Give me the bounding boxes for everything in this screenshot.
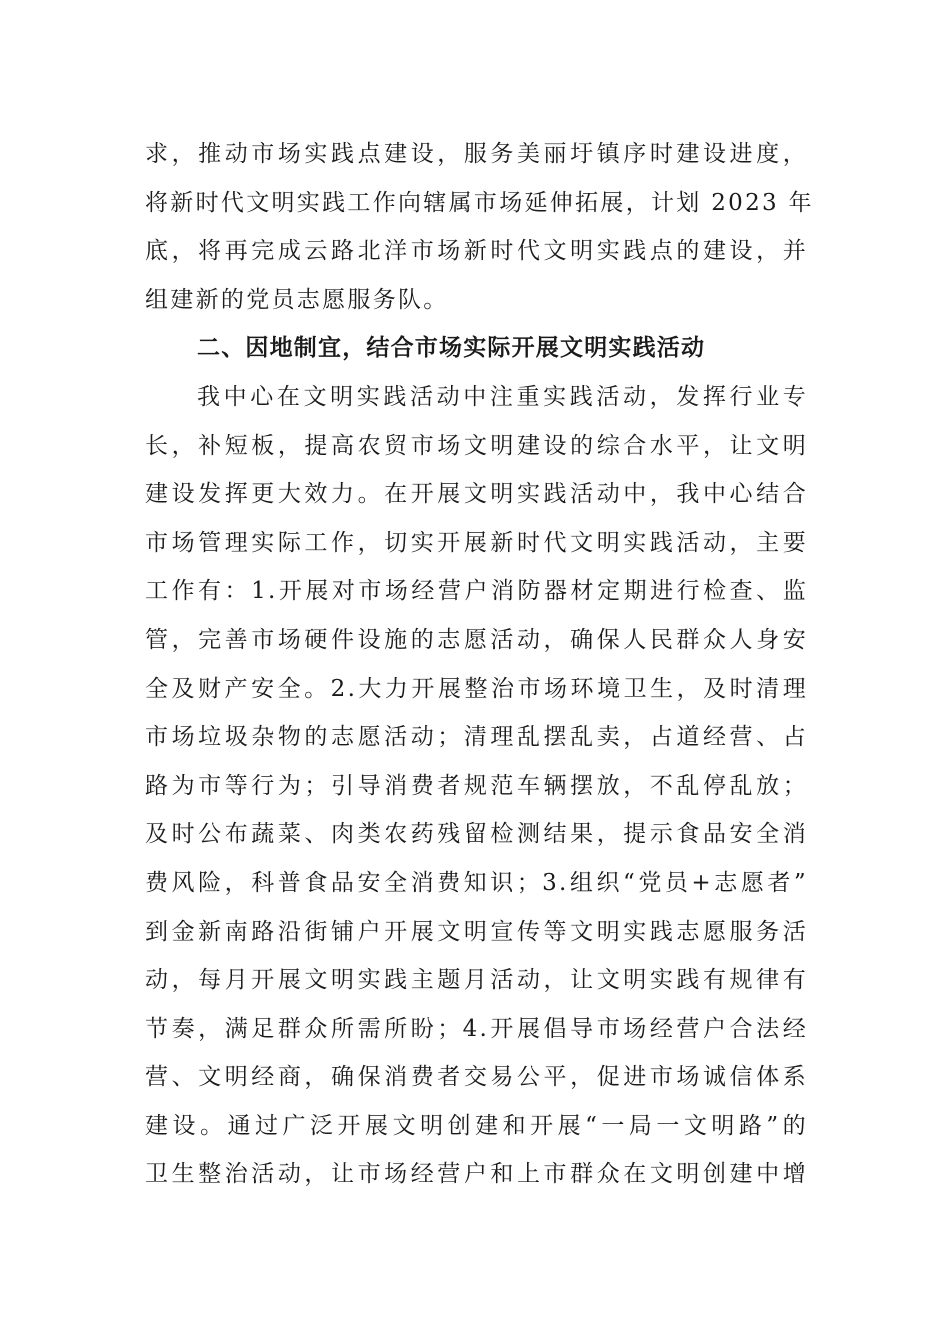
paragraph-line: 动，每月开展文明实践主题月活动，让文明实践有规律有 xyxy=(145,967,808,994)
paragraph-line: 及时公布蔬菜、肉类农药残留检测结果，提示食品安全消 xyxy=(145,821,808,848)
paragraph-line: 将新时代文明实践工作向辖属市场延伸拓展，计划 2023 年 xyxy=(145,189,814,216)
document-body xyxy=(145,130,814,1199)
paragraph-line: 管，完善市场硬件设施的志愿活动，确保人民群众人身安 xyxy=(145,626,808,653)
paragraph-line: 市场管理实际工作，切实开展新时代文明实践活动，主要 xyxy=(145,529,808,556)
paragraph-line: 底，将再完成云路北洋市场新时代文明实践点的建设，并 xyxy=(145,238,808,265)
paragraph-line: 路为市等行为；引导消费者规范车辆摆放，不乱停乱放； xyxy=(145,772,808,799)
paragraph-line: 全及财产安全。2.大力开展整治市场环境卫生，及时清理 xyxy=(145,675,808,702)
paragraph-line: 求，推动市场实践点建设，服务美丽圩镇序时建设进度， xyxy=(145,141,808,167)
paragraph-line: 长，补短板，提高农贸市场文明建设的综合水平，让文明 xyxy=(145,432,808,459)
paragraph-line: 工作有：1.开展对市场经营户消防器材定期进行检查、监 xyxy=(145,578,808,605)
paragraph-line: 市场垃圾杂物的志愿活动；清理乱摆乱卖，占道经营、占 xyxy=(145,724,808,751)
paragraph-line: 到金新南路沿街铺户开展文明宣传等文明实践志愿服务活 xyxy=(145,918,808,945)
paragraph-line: 建设发挥更大效力。在开展文明实践活动中，我中心结合 xyxy=(145,481,808,508)
paragraph-line: 我中心在文明实践活动中注重实践活动，发挥行业专 xyxy=(197,383,808,410)
paragraph-line: 节奏，满足群众所需所盼；4.开展倡导市场经营户合法经 xyxy=(145,1015,808,1042)
paragraph-line: 建设。通过广泛开展文明创建和开展“一局一文明路”的 xyxy=(145,1112,808,1139)
paragraph-line: 营、文明经商，确保消费者交易公平，促进市场诚信体系 xyxy=(145,1064,808,1091)
paragraph-line: 卫生整治活动，让市场经营户和上市群众在文明创建中增 xyxy=(145,1161,808,1188)
section-heading: 二、因地制宜，结合市场实际开展文明实践活动 xyxy=(197,335,706,362)
paragraph-line: 组建新的党员志愿服务队。 xyxy=(145,286,449,313)
paragraph-line: 费风险，科普食品安全消费知识；3.组织“党员+志愿者” xyxy=(145,869,808,896)
